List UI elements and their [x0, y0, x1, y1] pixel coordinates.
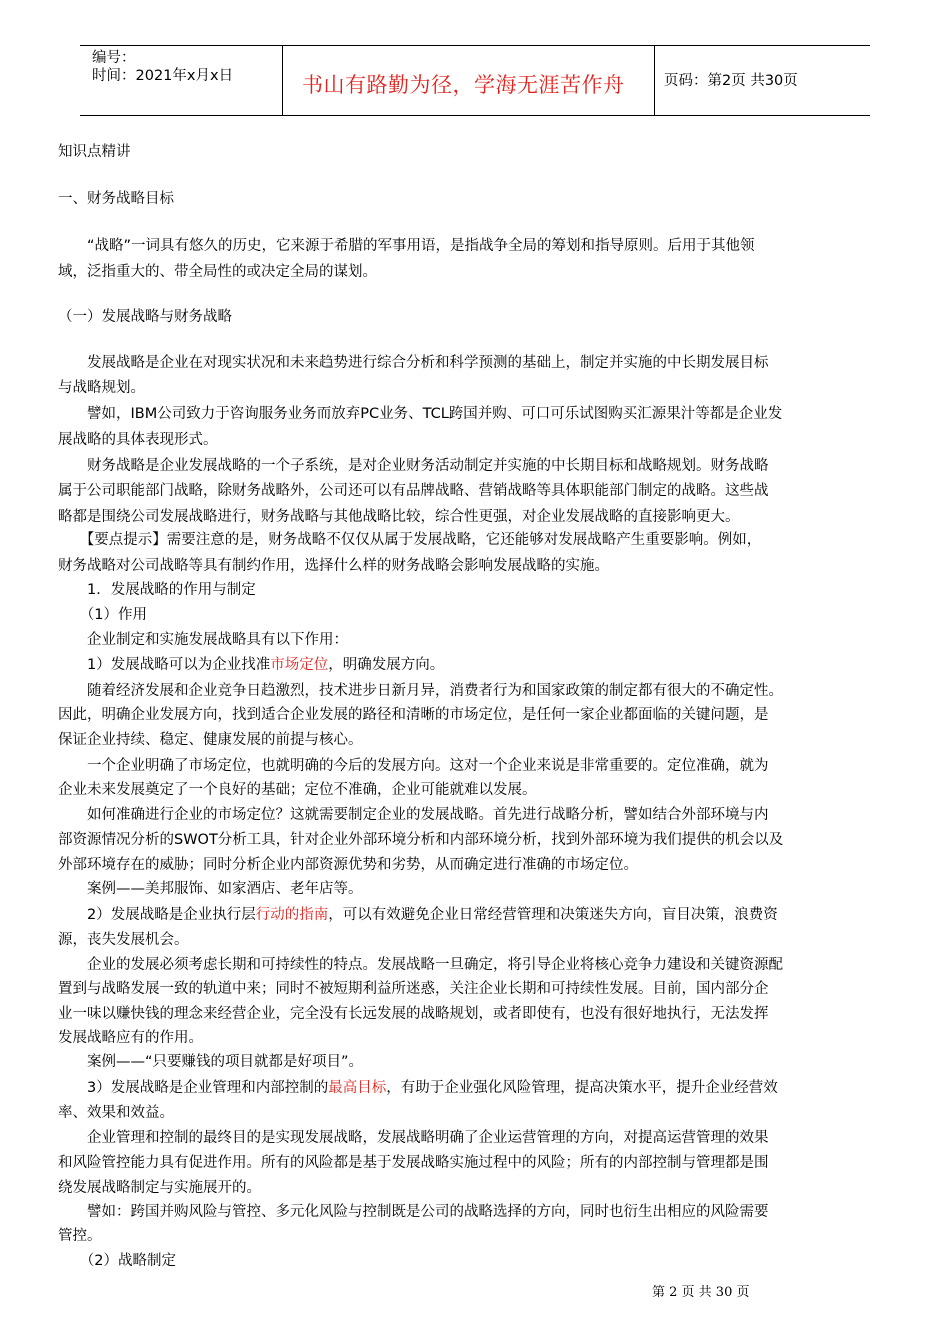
- paragraph-line: 企业未来发展奠定了一个良好的基础；定位不准确，企业可能就难以发展。: [58, 782, 537, 798]
- paragraph-line: 譬如，IBM公司致力于咨询服务业务而放弃PC业务、TCL跨国并购、可口可乐试图购买汇源果汁等都是企业发: [58, 406, 783, 422]
- heading-financial-strategy-goal: 一、财务战略目标: [58, 191, 174, 207]
- tip-line: 【要点提示】需要注意的是，财务战略不仅仅从属于发展战略，它还能够对发展战略产生重要影响。例如，: [58, 532, 762, 548]
- paragraph-line: 一个企业明确了市场定位，也就明确的今后的发展方向。这对一个企业来说是非常重要的。定位准确，就为: [58, 758, 769, 774]
- subheading-strategy-formulation: （2）战略制定: [58, 1253, 176, 1269]
- paragraph-line: 如何准确进行企业的市场定位？这就需要制定企业的发展战略。首先进行战略分析，譬如结合外部环境与内: [58, 807, 769, 823]
- header-number-label: 编号：: [92, 50, 136, 66]
- section-title: 知识点精讲: [58, 144, 131, 160]
- paragraph-line: 保证企业持续、稳定、健康发展的前提与核心。: [58, 732, 363, 748]
- point-2-text-a: 2）发展战略是企业执行层: [58, 907, 256, 923]
- header-bottom-rule: [80, 115, 870, 116]
- heading-development-vs-financial: （一）发展战略与财务战略: [58, 309, 232, 325]
- paragraph-line: 置到与战略发展一致的轨道中来；同时不被短期利益所迷惑，关注企业长期和可持续性发展。目前，国内部分企: [58, 981, 769, 997]
- paragraph-line: 外部环境存在的威胁；同时分析企业内部资源优势和劣势，从而确定进行准确的市场定位。: [58, 857, 638, 873]
- tip-line: 财务战略对公司战略等具有制约作用，选择什么样的财务战略会影响发展战略的实施。: [58, 558, 609, 574]
- page-footer: 第 2 页 共 30 页: [652, 1285, 750, 1300]
- paragraph-line: 财务战略是企业发展战略的一个子系统，是对企业财务活动制定并实施的中长期目标和战略规划。财务战略: [58, 458, 769, 474]
- paragraph-line: 因此，明确企业发展方向，找到适合企业发展的路径和清晰的市场定位，是任何一家企业都面临的关键问题，是: [58, 707, 769, 723]
- paragraph-line: 企业管理和控制的最终目的是实现发展战略，发展战略明确了企业运营管理的方向，对提高运营管理的效果: [58, 1130, 769, 1146]
- paragraph-line: 属于公司职能部门战略，除财务战略外，公司还可以有品牌战略、营销战略等具体职能部门制定的战略。这些战: [58, 483, 769, 499]
- point-2-text-c: ，可以有效避免企业日常经营管理和决策迷失方向，盲目决策，浪费资: [328, 907, 778, 923]
- paragraph-line: 展战略的具体表现形式。: [58, 432, 218, 448]
- point-3-text-c: ，有助于企业强化风险管理，提高决策水平，提升企业经营效: [386, 1080, 778, 1096]
- header-motto: 书山有路勤为径，学海无涯苦作舟: [302, 73, 625, 97]
- intro-line-2: 域，泛指重大的、带全局性的或决定全局的谋划。: [58, 264, 377, 280]
- paragraph-line: 部资源情况分析的SWOT分析工具，针对企业外部环境分析和内部环境分析，找到外部环境为我们提供的机会以及: [58, 832, 784, 848]
- point-2-line: [58, 905, 778, 925]
- paragraph-line: 源，丧失发展机会。: [58, 932, 189, 948]
- subheading-role: （1）作用: [58, 607, 147, 623]
- point-1-text-a: 1）发展战略可以为企业找准: [58, 657, 271, 673]
- paragraph-line: 企业制定和实施发展战略具有以下作用：: [58, 632, 348, 648]
- paragraph-line: 率、效果和效益。: [58, 1105, 174, 1121]
- paragraph-line: 绕发展战略制定与实施展开的。: [58, 1180, 261, 1196]
- case-line: 案例——“只要赚钱的项目就都是好项目”。: [58, 1054, 364, 1070]
- case-line: 案例——美邦服饰、如家酒店、老年店等。: [58, 881, 363, 897]
- highlight-market-positioning: 市场定位: [270, 657, 329, 673]
- point-3-text-a: 3）发展战略是企业管理和内部控制的: [58, 1080, 329, 1096]
- header-page-info: 页码：第2页 共30页: [664, 73, 798, 89]
- paragraph-line: 管控。: [58, 1228, 102, 1244]
- subheading-role-and-formulation: 1．发展战略的作用与制定: [58, 582, 256, 598]
- header-time-label: 时间：2021年x月x日: [92, 68, 234, 84]
- highlight-action-guide: 行动的指南: [255, 907, 329, 923]
- paragraph-line: 和风险管控能力具有促进作用。所有的风险都是基于发展战略实施过程中的风险；所有的内部控制与管理都是围: [58, 1155, 769, 1171]
- header-top-rule: [80, 45, 870, 46]
- paragraph-line: 企业的发展必须考虑长期和可持续性的特点。发展战略一旦确定，将引导企业将核心竞争力建设和关键资源配: [58, 957, 783, 973]
- header-divider-left: [282, 45, 283, 116]
- paragraph-line: 与战略规划。: [58, 380, 145, 396]
- paragraph-line: 业一味以赚快钱的理念来经营企业，完全没有长远发展的战略规划，或者即使有，也没有很好地执行，无法发挥: [58, 1006, 769, 1022]
- point-3-line: [58, 1078, 778, 1098]
- paragraph-line: 略都是围绕公司发展战略进行，财务战略与其他战略比较，综合性更强，对企业发展战略的直接影响更大。: [58, 509, 740, 525]
- paragraph-line: 随着经济发展和企业竞争日趋激烈，技术进步日新月异，消费者行为和国家政策的制定都有很大的不确定性。: [58, 683, 783, 699]
- point-1-line: [58, 655, 444, 675]
- intro-line-1: “战略”一词具有悠久的历史，它来源于希腊的军事用语，是指战争全局的筹划和指导原则。后用于其他领: [58, 238, 755, 254]
- paragraph-line: 发展战略应有的作用。: [58, 1030, 203, 1046]
- highlight-highest-goal: 最高目标: [328, 1080, 387, 1096]
- paragraph-line: 譬如：跨国并购风险与管控、多元化风险与控制既是公司的战略选择的方向，同时也衍生出相应的风险需要: [58, 1204, 769, 1220]
- point-1-text-c: ，明确发展方向。: [328, 657, 445, 673]
- header-divider-right: [654, 45, 655, 116]
- paragraph-line: 发展战略是企业在对现实状况和未来趋势进行综合分析和科学预测的基础上，制定并实施的中长期发展目标: [58, 355, 769, 371]
